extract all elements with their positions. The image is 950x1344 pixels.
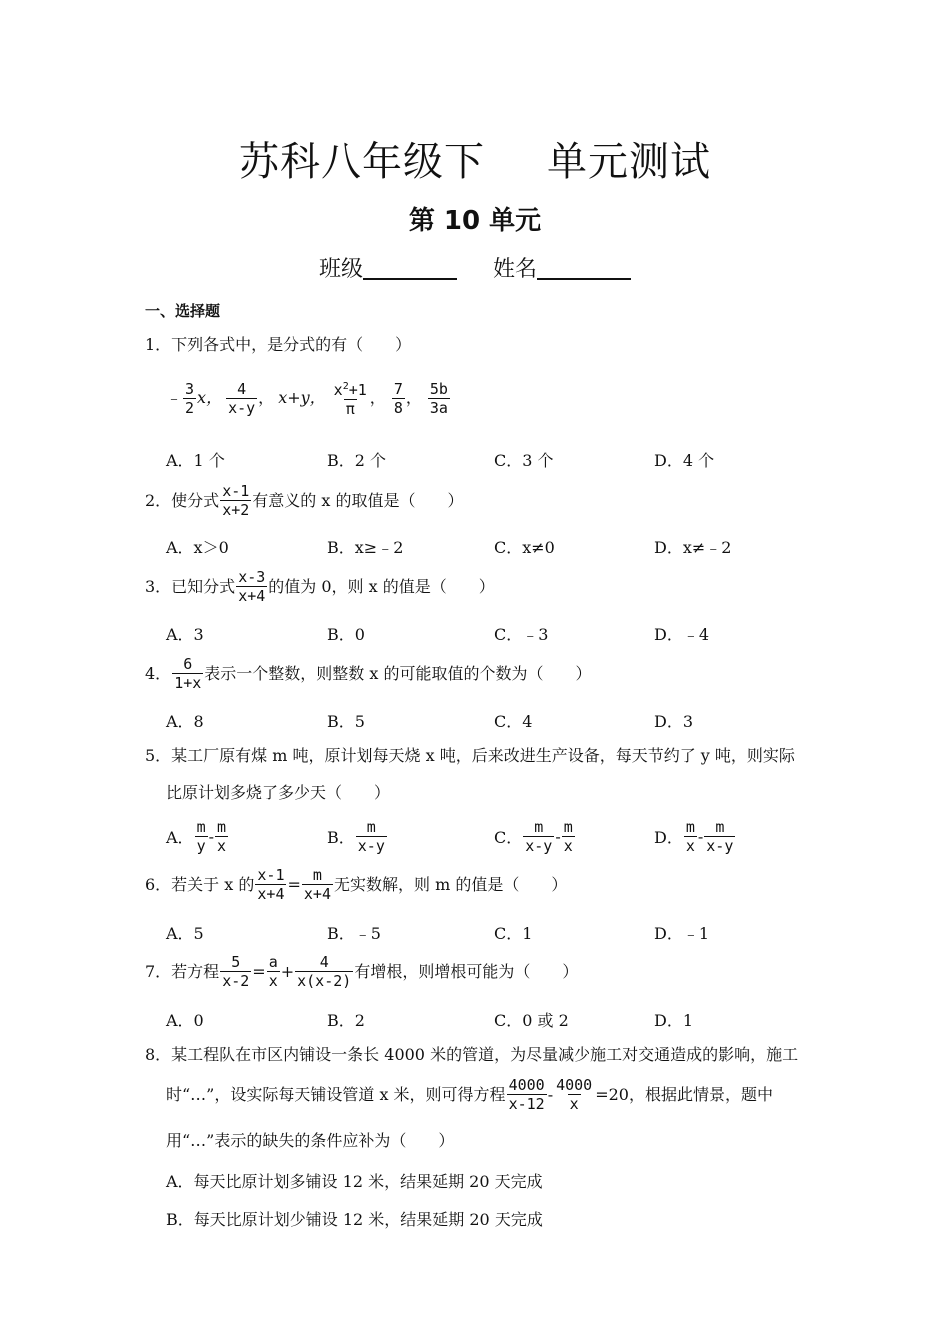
option-d[interactable]: D．﹣1 (654, 924, 710, 943)
section-title: 一、选择题 (145, 302, 221, 320)
class-label: 班级 (318, 257, 363, 282)
question-6: 6．若关于 x 的 $\frac{x-1}{x+4}$ = $\frac{m}{x+4}$ 无实数解，则 m 的值是（ ） (145, 866, 568, 903)
fraction: $\frac{x-3}{x+4}$ (238, 568, 266, 605)
name-label: 姓名 (493, 257, 538, 282)
question-5-line-2: 比原计划多烧了多少天（ ） (166, 783, 391, 802)
option-c[interactable]: C．4 (494, 712, 533, 731)
question-3: 3．已知分式 $\frac{x-3}{x+4}$ 的值为 0，则 x 的值是（ ） (145, 568, 495, 605)
fraction: $\frac{7}{8}$ (393, 379, 403, 417)
question-2: 2．使分式 $\frac{x-1}{x+2}$ 有意义的 x 的取值是（ ） (145, 482, 464, 519)
option-d[interactable]: D．﹣4 (654, 625, 710, 644)
fraction: $\frac{5b}{3a}$ (429, 379, 448, 417)
name-blank[interactable] (537, 256, 631, 280)
title-right: 单元测试 (547, 139, 711, 185)
fraction: $\frac{x-1}{x+2}$ (222, 482, 250, 519)
option-a[interactable]: A．x＞0 (166, 538, 229, 557)
option-c[interactable]: C．3 个 (494, 451, 554, 470)
fraction: $\frac{x^2+1}{\pi}$ (333, 381, 367, 418)
fraction: $\frac{6}{1+x}$ (174, 655, 202, 692)
question-7: 7．若方程 $\frac{5}{x-2}$ = $\frac{a}{x}$ + $\frac{4}{x(x-2)}$ 有增根，则增根可能为（ ） (145, 953, 579, 990)
option-d[interactable]: D．4 个 (654, 451, 715, 470)
option-b[interactable]: B．5 (327, 712, 365, 731)
question-1-expressions: ﹣ $\frac{3}{2}$ x， $\frac{4}{x-y}$ ， x+y， $\frac{x^2+1}{\pi}$ ， $\frac{7}{8}$ ， $\frac{5b}{3a}$ (166, 379, 448, 418)
page-title (0, 130, 950, 187)
question-4: 4． $\frac{6}{1+x}$ 表示一个整数，则整数 x 的可能取值的个数为（ ） (145, 655, 592, 692)
option-b[interactable]: B． $\frac{m}{x-y}$ (327, 818, 385, 855)
option-b[interactable]: B．x≥﹣2 (327, 538, 404, 557)
unit-subtitle: 第 10 单元 (408, 206, 542, 236)
option-d[interactable]: D．1 (654, 1011, 694, 1030)
option-d[interactable]: D．x≠﹣2 (654, 538, 732, 557)
option-c[interactable]: C． $\frac{m}{x-y}$ - $\frac{m}{x}$ (494, 818, 573, 855)
question-5-line-1: 5．某工厂原有煤 m 吨，原计划每天烧 x 吨，后来改进生产设备，每天节约了 y 吨，则实际 (145, 746, 795, 765)
question-8-line-1: 8．某工程队在市区内铺设一条长 4000 米的管道，为尽量减少施工对交通造成的影响，施工 (145, 1045, 799, 1064)
question-1: 1．下列各式中，是分式的有（ ） (145, 335, 412, 354)
option-c[interactable]: C．0 或 2 (494, 1011, 569, 1030)
fraction: $\frac{3}{2}$ (185, 379, 195, 417)
class-name-line (0, 252, 950, 283)
option-b[interactable]: B．2 (327, 1011, 365, 1030)
question-8-line-3: 用“…”表示的缺失的条件应补为（ ） (166, 1131, 455, 1150)
option-b[interactable]: B．0 (327, 625, 365, 644)
option-a[interactable]: A． $\frac{m}{y}$ - $\frac{m}{x}$ (166, 818, 227, 855)
option-b[interactable]: B．2 个 (327, 451, 387, 470)
option-b[interactable]: B．每天比原计划少铺设 12 米，结果延期 20 天完成 (166, 1210, 543, 1229)
option-a[interactable]: A．3 (166, 625, 204, 644)
option-a[interactable]: A．5 (166, 924, 204, 943)
option-a[interactable]: A．每天比原计划多铺设 12 米，结果延期 20 天完成 (166, 1172, 543, 1191)
title-left: 苏科八年级下 (239, 139, 485, 185)
class-blank[interactable] (363, 256, 457, 280)
fraction: $\frac{4}{x-y}$ (228, 379, 256, 417)
option-b[interactable]: B．﹣5 (327, 924, 381, 943)
option-d[interactable]: D．3 (654, 712, 694, 731)
option-d[interactable]: D． $\frac{m}{x}$ - $\frac{m}{x-y}$ (654, 818, 734, 855)
option-a[interactable]: A．0 (166, 1011, 204, 1030)
option-c[interactable]: C．1 (494, 924, 533, 943)
option-a[interactable]: A．8 (166, 712, 204, 731)
question-8-line-2: 时“…”，设实际每天铺设管道 x 米，则可得方程 $\frac{4000}{x-12}$ - $\frac{4000}{x}$ =20，根据此情景，题中 (166, 1076, 773, 1113)
option-c[interactable]: C．x≠0 (494, 538, 555, 557)
option-a[interactable]: A．1 个 (166, 451, 225, 470)
option-c[interactable]: C．﹣3 (494, 625, 549, 644)
